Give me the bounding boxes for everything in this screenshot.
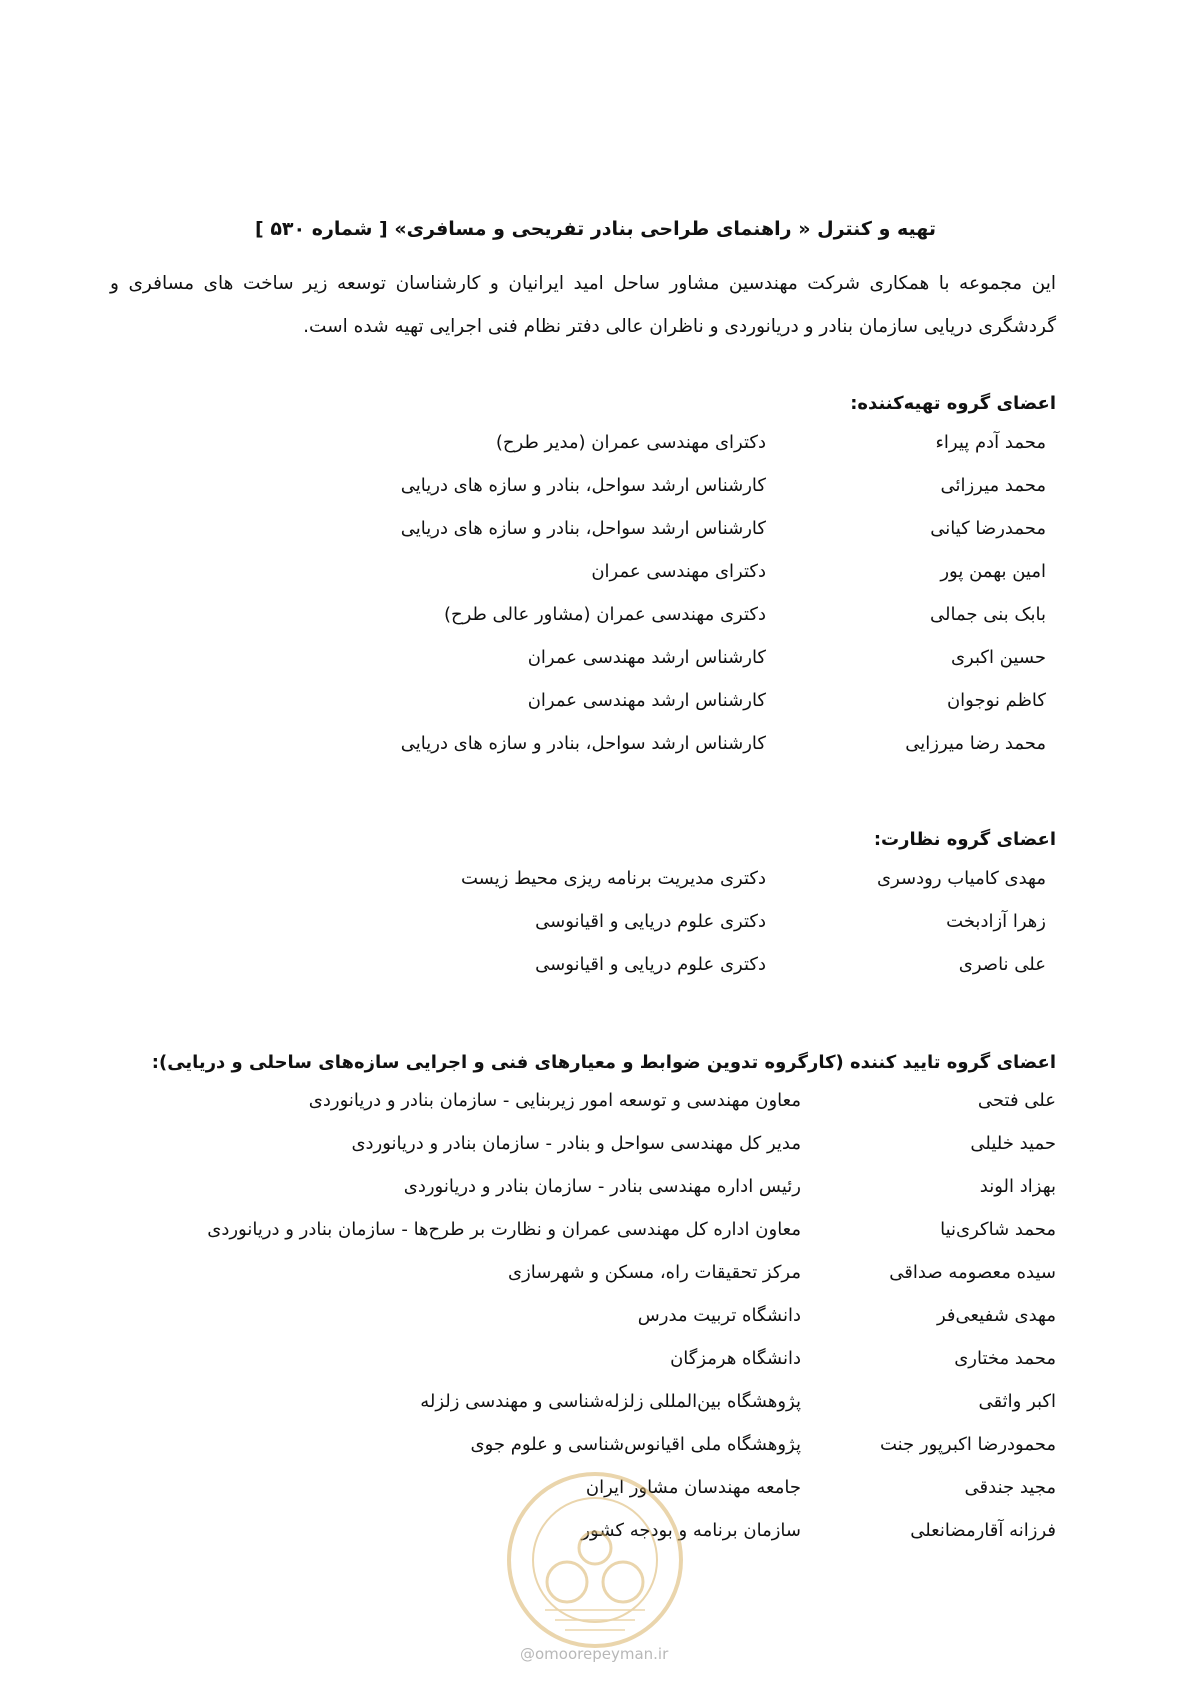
member-role: دکتری مدیریت برنامه ریزی محیط زیست bbox=[460, 868, 766, 889]
list-item bbox=[100, 1348, 1056, 1391]
member-role: کارشناس ارشد سواحل، بنادر و سازه های دریایی bbox=[400, 475, 766, 496]
member-name: علی فتحی bbox=[977, 1090, 1056, 1111]
member-name: زهرا آزادبخت bbox=[946, 911, 1046, 932]
member-name: اکبر واثقی bbox=[978, 1391, 1056, 1412]
member-name: محمد شاکری‌نیا bbox=[940, 1219, 1056, 1240]
watermark-text: @omoorepeyman.ir bbox=[520, 1645, 669, 1663]
list-item bbox=[100, 1090, 1056, 1133]
member-name: مهدی کامیاب رودسری bbox=[877, 868, 1046, 889]
member-role: پژوهشگاه ملی اقیانوس‌شناسی و علوم جوی bbox=[470, 1434, 801, 1455]
member-role: دکتری مهندسی عمران (مشاور عالی طرح) bbox=[443, 604, 766, 625]
member-name: محمد رضا میرزایی bbox=[905, 733, 1046, 754]
member-name: مجید جندقی bbox=[964, 1477, 1056, 1498]
member-name: بهزاد الوند bbox=[979, 1176, 1056, 1197]
member-name: امین بهمن پور bbox=[940, 561, 1046, 582]
member-role: سازمان برنامه و بودجه کشور bbox=[581, 1520, 801, 1541]
preparers-list bbox=[100, 432, 1046, 776]
list-item bbox=[100, 647, 1046, 690]
member-role: دانشگاه هرمزگان bbox=[670, 1348, 801, 1369]
member-role: معاون مهندسی و توسعه امور زیربنایی - سازمان بنادر و دریانوردی bbox=[308, 1090, 801, 1111]
list-item bbox=[100, 604, 1046, 647]
member-name: علی ناصری bbox=[958, 954, 1046, 975]
member-role: کارشناس ارشد سواحل، بنادر و سازه های دریایی bbox=[400, 733, 766, 754]
list-item bbox=[100, 1305, 1056, 1348]
member-name: حمید خلیلی bbox=[970, 1133, 1056, 1154]
member-name: محمد مختاری bbox=[954, 1348, 1056, 1369]
member-role: کارشناس ارشد مهندسی عمران bbox=[527, 690, 766, 711]
list-item bbox=[100, 561, 1046, 604]
member-name: سیده معصومه صداقی bbox=[889, 1262, 1056, 1283]
list-item bbox=[100, 432, 1046, 475]
list-item bbox=[100, 518, 1046, 561]
member-role: دانشگاه تربیت مدرس bbox=[637, 1305, 801, 1326]
member-name: کاظم نوجوان bbox=[946, 690, 1046, 711]
intro-paragraph: این مجموعه با همکاری شرکت مهندسین مشاور ساحل امید ایرانیان و کارشناسان توسعه زیر ساخت های مسافری و گردشگری دریایی سازمان بنادر و دریانوردی و ناظران عالی دفتر نظام فنی اجرایی تهیه شده است. bbox=[110, 273, 1056, 337]
list-item bbox=[100, 733, 1046, 776]
member-name: محمدرضا کیانی bbox=[930, 518, 1046, 539]
member-role: دکتری علوم دریایی و اقیانوسی bbox=[535, 954, 766, 975]
supervisors-list bbox=[100, 868, 1046, 997]
document-title: تهیه و کنترل « راهنمای طراحی بنادر تفریحی و مسافری» [ شماره ۵۳۰ ] bbox=[255, 218, 936, 240]
member-role: مرکز تحقیقات راه، مسکن و شهرسازی bbox=[507, 1262, 801, 1283]
member-name: محمودرضا اکبرپور جنت bbox=[879, 1434, 1056, 1455]
watermark-seal-icon bbox=[505, 1470, 685, 1650]
list-item bbox=[100, 954, 1046, 997]
member-name: محمد میرزائی bbox=[940, 475, 1046, 496]
member-role: دکتری علوم دریایی و اقیانوسی bbox=[535, 911, 766, 932]
approvers-heading: اعضای گروه تایید کننده (کارگروه تدوین ضوابط و معیارهای فنی و اجرایی سازه‌های ساحلی و دریایی): bbox=[151, 1052, 1056, 1073]
member-name: حسین اکبری bbox=[950, 647, 1046, 668]
preparers-heading: اعضای گروه تهیه‌کننده: bbox=[850, 393, 1056, 414]
member-name: فرزانه آقارمضانعلی bbox=[910, 1520, 1056, 1541]
list-item bbox=[100, 1391, 1056, 1434]
member-role: مدیر کل مهندسی سواحل و بنادر - سازمان بنادر و دریانوردی bbox=[351, 1133, 801, 1154]
list-item bbox=[100, 1133, 1056, 1176]
member-name: بابک بنی جمالی bbox=[929, 604, 1046, 625]
member-role: دکترای مهندسی عمران (مدیر طرح) bbox=[495, 432, 766, 453]
list-item bbox=[100, 475, 1046, 518]
list-item bbox=[100, 911, 1046, 954]
member-role: کارشناس ارشد مهندسی عمران bbox=[527, 647, 766, 668]
supervisors-heading: اعضای گروه نظارت: bbox=[873, 829, 1056, 850]
member-role: دکترای مهندسی عمران bbox=[591, 561, 766, 582]
member-role: پژوهشگاه بین‌المللی زلزله‌شناسی و مهندسی زلزله bbox=[420, 1391, 801, 1412]
list-item bbox=[100, 868, 1046, 911]
list-item bbox=[100, 1219, 1056, 1262]
list-item bbox=[100, 1176, 1056, 1219]
member-role: جامعه مهندسان مشاور ایران bbox=[585, 1477, 801, 1498]
list-item bbox=[100, 1262, 1056, 1305]
list-item bbox=[100, 690, 1046, 733]
member-role: رئیس اداره مهندسی بنادر - سازمان بنادر و دریانوردی bbox=[403, 1176, 801, 1197]
member-role: معاون اداره کل مهندسی عمران و نظارت بر طرح‌ها - سازمان بنادر و دریانوردی bbox=[207, 1219, 801, 1240]
member-role: کارشناس ارشد سواحل، بنادر و سازه های دریایی bbox=[400, 518, 766, 539]
member-name: محمد آدم پیراء bbox=[935, 432, 1046, 453]
member-name: مهدی شفیعی‌فر bbox=[936, 1305, 1056, 1326]
